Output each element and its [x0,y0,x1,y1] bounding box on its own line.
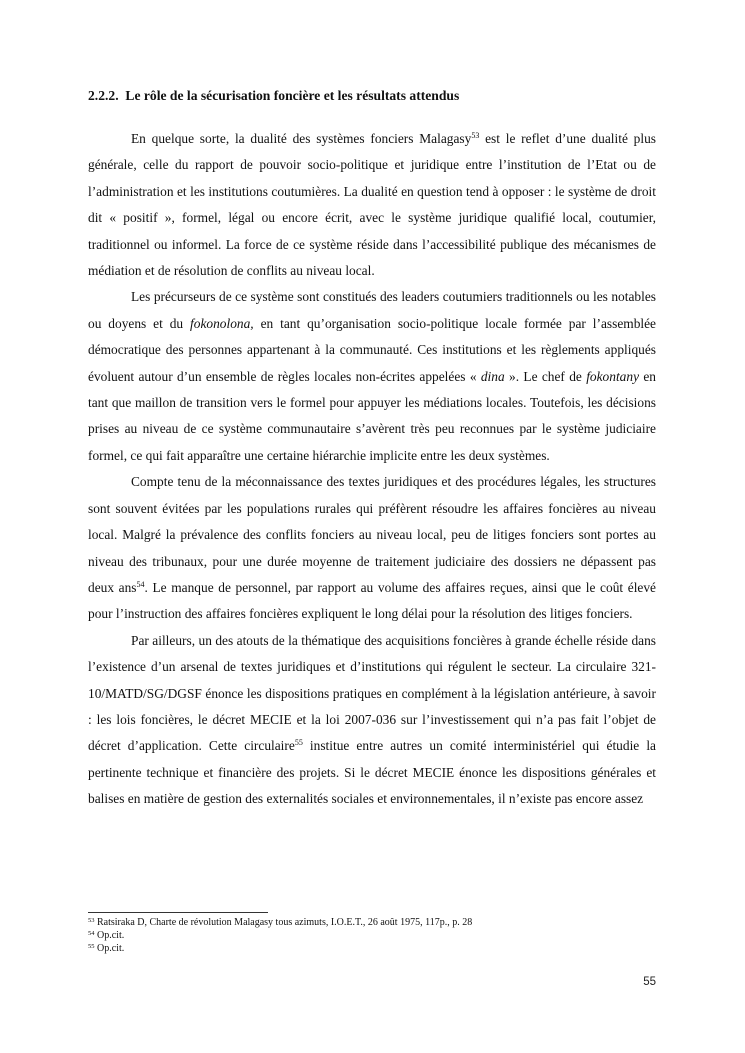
paragraph-1: En quelque sorte, la dualité des systèmes fonciers Malagasy$^{53}$ est le reflet d’une dualité plus générale, celle du rapport de pouvoir socio-politique et juridique entre l’institution de l’Etat ou de l’administration et les institutions coutumières. La dualité en question tend à opposer : le système de droit dit « positif », formel, légal ou encore écrit, avec le système juridique qualifié local, coutumier, traditionnel ou informel. La force de ce système réside dans l’accessibilité publique des mécanismes de médiation et de résolution de conflits au niveau local. [88,131,656,279]
paragraph-3: Compte tenu de la méconnaissance des textes juridiques et des procédures légales, les structures sont souvent évitées par les populations rurales qui préfèrent résoudre les affaires foncières au niveau local. Malgré la prévalence des conflits fonciers au niveau local, peu de litiges fonciers sont portes au niveau des tribunaux, pour une durée moyenne de traitement judiciaire des dossiers ne dépassent pas deux ans$^{54}$. Le manque de personnel, par rapport au volume des affaires reçues, ainsi que le coût élevé pour l’instruction des affaires foncières expliquent le long délai pour la résolution des litiges fonciers. [88,474,656,622]
footnote-55: $^{55}$ Op.cit. [88,943,125,954]
footnotes [88,912,656,955]
footnote-54: $^{54}$ Op.cit. [88,930,125,941]
page-number: 55 [643,976,656,988]
footnote-ref-55[interactable]: 55 [294,738,303,748]
paragraph-2: Les précurseurs de ce système sont constitués des leaders coutumiers traditionnels ou les notables ou doyens et du fokonolona, en tant qu’organisation socio-politique locale formée par l’assemblée démocratique des personnes appartenant à la communauté. Ces institutions et les règlements appliqués évoluent autour d’un ensemble de règles locales non-écrites appelées « dina ». Le chef de fokontany en tant que maillon de transition vers le formel pour appuyer les médiations locales. Toutefois, les décisions prises au niveau de ce système communautaire s’avèrent très peu reconnues par le système judiciaire formel, ce qui fait apparaître une certaine hiérarchie implicite entre les deux systèmes. [88,289,656,463]
footnote-divider [88,912,268,913]
body-text [88,126,656,813]
footnote-ref-54[interactable]: 54 [136,579,145,589]
footnote-ref-53[interactable]: 53 [471,131,480,140]
footnote-53: $^{53}$ Ratsiraka D, Charte de révolution Malagasy tous azimuts, I.O.E.T., 26 août 1975, 117p., p. 28 [88,917,473,928]
paragraph-4: Par ailleurs, un des atouts de la thématique des acquisitions foncières à grande échelle réside dans l’existence d’un arsenal de textes juridiques et d’institutions qui régulent le secteur. La circulaire 321-10/MATD/SG/DGSF énonce les dispositions pratiques en complément à la législation antérieure, à savoir : les lois foncières, le décret MECIE et la loi 2007-036 sur l’investissement qui n’a pas fait l’objet de décret d’application. Cette circulaire$^{55}$ institue entre autres un comité interministériel qui étudie la pertinente technique et financière des projets. Si le décret MECIE énonce les dispositions générales et balises en matière de gestion des externalités sociales et environnementales, il n’existe pas encore assez [88,632,656,807]
section-heading: 2.2.2. Le rôle de la sécurisation foncière et les résultats attendus [88,88,460,103]
